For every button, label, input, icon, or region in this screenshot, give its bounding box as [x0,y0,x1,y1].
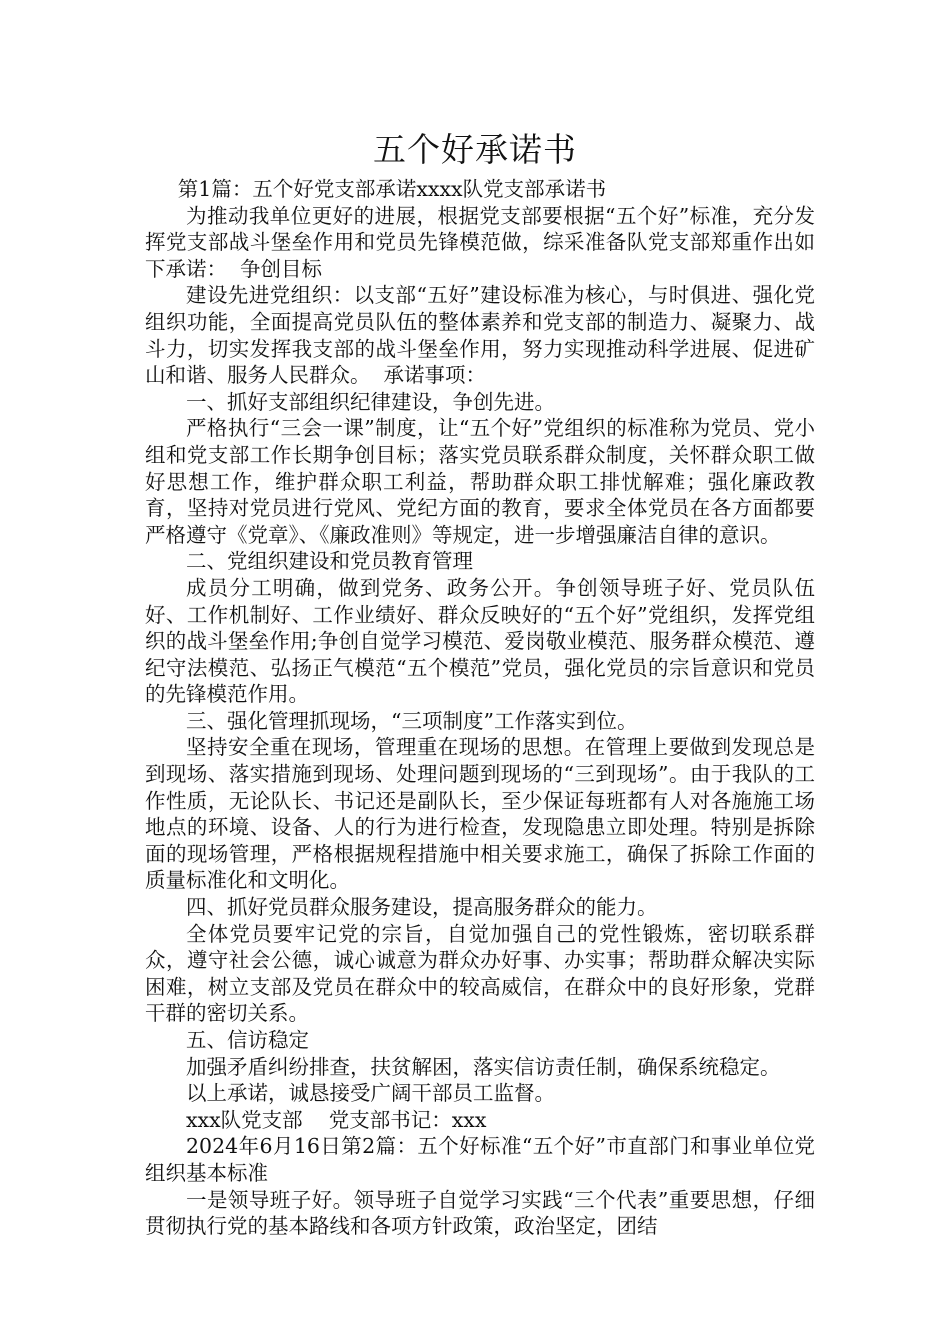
paragraph-signature: xxx队党支部 党支部书记：xxx [186,1107,487,1132]
paragraph-closing: 以上承诺，诚恳接受广阔干部员工监督。 [186,1081,555,1106]
document-body [145,176,815,1240]
paragraph-date-part-2: 2024年6月16日第2篇：五个好标准“五个好”市直部门和事业单位党组织基本标准 [145,1134,815,1185]
document-title: 五个好承诺书 [373,130,577,169]
paragraph-section-5-body: 加强矛盾纠纷排查，扶贫解困，落实信访责任制，确保系统稳定。 [186,1054,781,1079]
paragraph-standard-1: 一是领导班子好。领导班子自觉学习实践“三个代表”重要思想，仔细贯彻执行党的基本路线和各项方针政策，政治坚定，团结 [145,1187,815,1239]
paragraph-section-5-heading: 五、信访稳定 [186,1028,309,1052]
paragraph-intro: 为推动我单位更好的进展，根据党支部要根据“五个好”标准，充分发挥党支部战斗堡垒作用和党员先锋模范做，综采准备队党支部郑重作出如下承诺： 争创目标 [145,203,815,281]
paragraph-section-1-body: 严格执行“三会一课”制度，让“五个好”党组织的标准称为党员、党小组和党支部工作长期争创目标；落实党员联系群众制度，关怀群众职工做好思想工作，维护群众职工利益，帮助群众职工排忧解难；强化廉政教育，坚持对党员进行党风、党纪方面的教育，要求全体党员在各方面都要严格遵守《党章》、《廉政准则》等规定，进一步增强廉洁自律的意识。 [145,416,815,547]
paragraph-goal: 建设先进党组织：以支部“五好”建设标准为核心，与时俱进、强化党组织功能，全面提高党员队伍的整体素养和党支部的制造力、凝聚力、战斗力，切实发挥我支部的战斗堡垒作用，努力实现推动科学进展、促进矿山和谐、服务人民群众。 承诺事项： [145,283,815,388]
paragraph-section-2-heading: 二、党组织建设和党员教育管理 [186,549,473,574]
paragraph-section-3-heading: 三、强化管理抓现场，“三项制度”工作落实到位。 [186,708,638,733]
paragraph-section-4-heading: 四、抓好党员群众服务建设，提高服务群众的能力。 [186,895,658,920]
paragraph-section-4-body: 全体党员要牢记党的宗旨，自觉加强自己的党性锻炼，密切联系群众，遵守社会公德，诚心诚意为群众办好事、办实事；帮助群众解决实际困难，树立支部及党员在群众中的较高威信，在群众中的良好形象，党群干群的密切关系。 [145,921,815,1026]
paragraph-section-2-body: 成员分工明确，做到党务、政务公开。争创领导班子好、党员队伍好、工作机制好、工作业绩好、群众反映好的“五个好”党组织，发挥党组织的战斗堡垒作用;争创自觉学习模范、爱岗敬业模范、服务群众模范、遵纪守法模范、弘扬正气模范“五个模范”党员，强化党员的宗旨意识和党员的先锋模范作用。 [145,575,815,707]
paragraph-section-3-body: 坚持安全重在现场，管理重在现场的思想。在管理上要做到发现总是到现场、落实措施到现场、处理问题到现场的“三到现场”。由于我队的工作性质，无论队长、书记还是副队长，至少保证每班都有人对各施施工场地点的环境、设备、人的行为进行检查，发现隐患立即处理。特别是拆除面的现场管理，严格根据规程措施中相关要求施工，确保了拆除工作面的质量标准化和文明化。 [145,735,815,893]
paragraph-heading-part-1: 第1篇：五个好党支部承诺xxxx队党支部承诺书 [177,177,607,201]
paragraph-section-1-heading: 一、抓好支部组织纪律建设，争创先进。 [186,389,555,414]
